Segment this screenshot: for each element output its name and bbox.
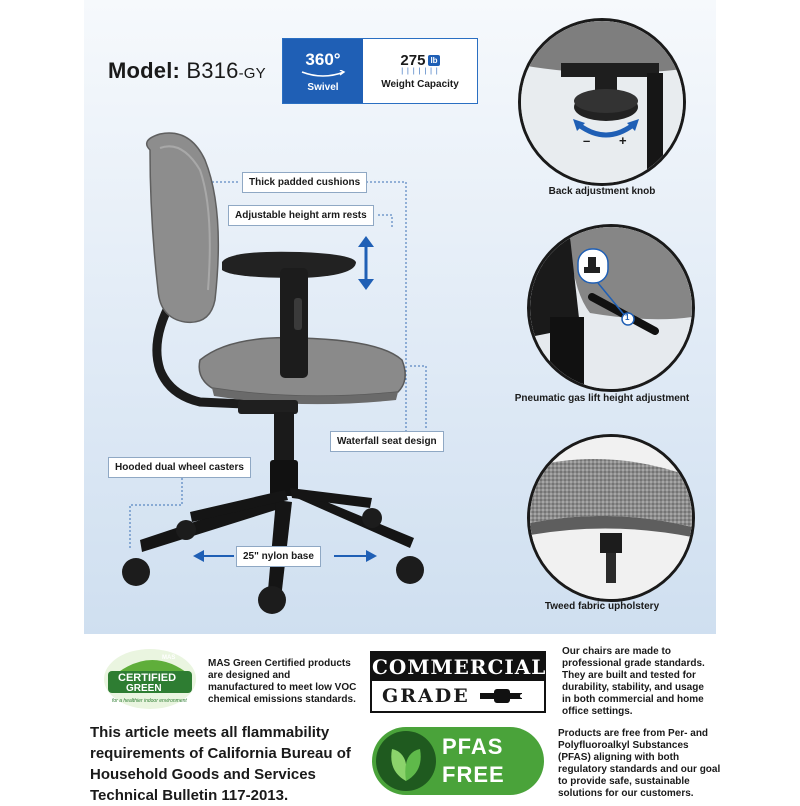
pfas-logo-line2: FREE bbox=[442, 762, 505, 787]
gas-lift-caption: Pneumatic gas lift height adjustment bbox=[514, 393, 690, 404]
weight-unit: lb bbox=[430, 56, 438, 65]
swivel-label: Swivel bbox=[307, 81, 339, 93]
mas-logo-text-certified: CERTIFIED bbox=[118, 672, 177, 684]
commercial-logo-bottom: GRADE bbox=[382, 685, 470, 707]
back-knob-caption: Back adjustment knob bbox=[548, 186, 656, 197]
callout-adjustable-arm-rests: Adjustable height arm rests bbox=[228, 205, 374, 226]
gas-lift-marker: 1 bbox=[625, 313, 630, 322]
scale-ticks-icon: | | | | | | | bbox=[401, 68, 439, 75]
pfas-logo-line1: PFAS bbox=[442, 734, 504, 759]
detail-fabric bbox=[527, 434, 695, 602]
weight-number: 275 bbox=[400, 52, 426, 69]
fist-wrench-icon bbox=[478, 685, 524, 707]
callout-waterfall-seat: Waterfall seat design bbox=[330, 431, 444, 452]
fabric-image bbox=[530, 437, 692, 599]
commercial-logo-top: COMMERCIAL bbox=[372, 655, 547, 679]
model-code: B316 bbox=[186, 58, 239, 83]
flammability-statement: This article meets all flammability requirements of California Bureau of Household Goods and Services Technical Bulletin 117-2013. bbox=[90, 724, 351, 804]
commercial-description: Our chairs are made to professional grade standards. They are built and tested for durability, stability, and usage in both commercial and home office settings. bbox=[562, 646, 705, 717]
back-knob-image bbox=[521, 21, 683, 183]
mas-logo-text-mas: MAS bbox=[162, 655, 176, 661]
knob-minus-label: – bbox=[583, 133, 591, 148]
model-suffix: -GY bbox=[238, 65, 266, 82]
leaf-icon bbox=[376, 731, 436, 791]
commercial-grade-logo bbox=[370, 651, 546, 713]
pfas-free-logo bbox=[372, 727, 544, 795]
mas-description: MAS Green Certified products are designed and manufactured to meet low VOC chemical emissions standards. bbox=[208, 658, 357, 705]
model-label: Model: bbox=[108, 58, 181, 83]
fabric-caption: Tweed fabric upholstery bbox=[544, 601, 660, 612]
pfas-logo-text bbox=[442, 733, 505, 789]
callout-thick-padded-cushions: Thick padded cushions bbox=[242, 172, 367, 193]
detail-back-knob bbox=[518, 18, 686, 186]
swivel-degrees-value: 360 bbox=[305, 49, 334, 69]
knob-plus-label: + bbox=[619, 133, 627, 148]
gas-lift-image bbox=[530, 227, 692, 389]
detail-gas-lift bbox=[527, 224, 695, 392]
mas-logo-text-green: GREEN bbox=[126, 683, 162, 694]
callout-hooded-casters: Hooded dual wheel casters bbox=[108, 457, 251, 478]
weight-capacity-label: Weight Capacity bbox=[381, 79, 459, 90]
commercial-logo-bottom-row bbox=[372, 681, 544, 711]
mas-logo-tagline: for a healthier indoor environment bbox=[112, 698, 187, 704]
swivel-degrees-unit: ° bbox=[333, 49, 341, 69]
pfas-description: Products are free from Per- and Polyfluoroalkyl Substances (PFAS) aligning with both regulatory standards and our goal to provide safe, sustainable solutions for our customers. bbox=[558, 728, 721, 799]
callout-nylon-base: 25" nylon base bbox=[236, 546, 321, 567]
height-adjust-arrow-icon bbox=[358, 236, 374, 290]
